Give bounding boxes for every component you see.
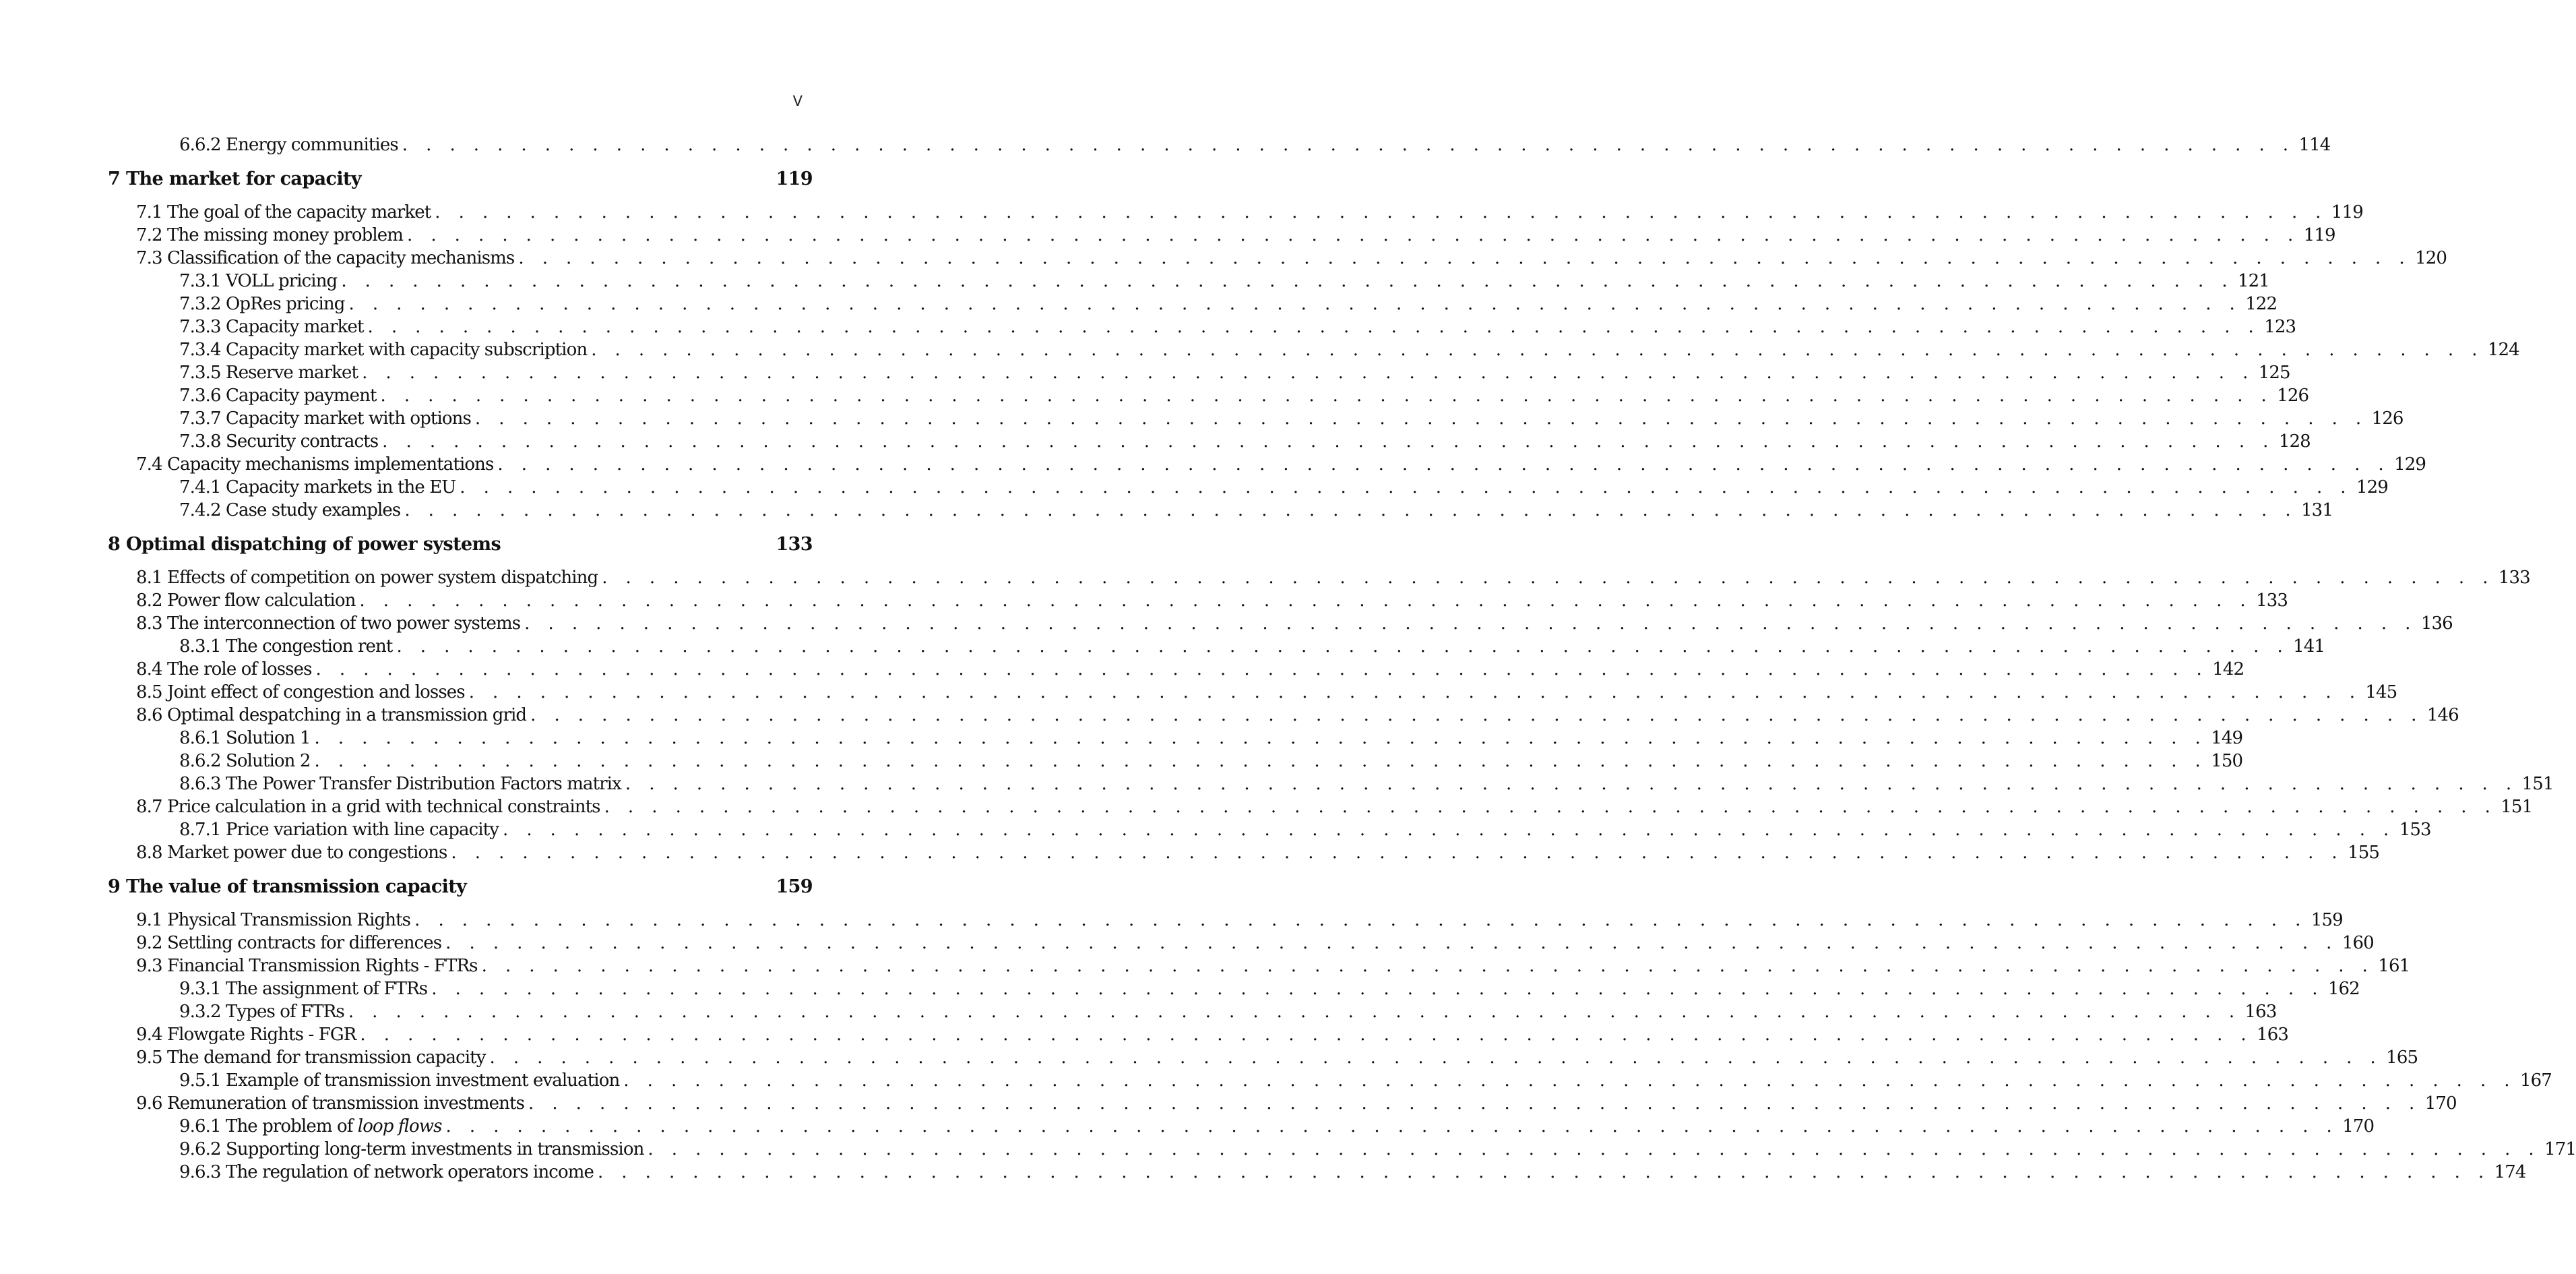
- dot-leader: . . . . . . . . . . . . . . . . . . . . . . . . . . . . . . . . . . . . . . . . . . . . . . . . . . . . . . . . . . . . . . . . . . . . . . . . . . . . . . . .: [382, 431, 2275, 452]
- toc-page-number: 151: [2521, 774, 2554, 794]
- dot-leader: . . . . . . . . . . . . . . . . . . . . . . . . . . . . . . . . . . . . . . . . . . . . . . . . . . . . . . . . . . . . . . . . . . . . . . . . . . . . . . . .: [348, 294, 2242, 314]
- dot-leader: . . . . . . . . . . . . . . . . . . . . . . . . . . . . . . . . . . . . . . . . . . . . . . . . . . . . . . . . . . . . . . . . . . . . . . . . . . . . . . . .: [623, 1070, 2516, 1091]
- toc-subsection-entry[interactable]: [108, 751, 2243, 774]
- toc-chapter-entry[interactable]: [108, 169, 813, 191]
- toc-subsection-entry[interactable]: [108, 636, 2325, 659]
- dot-leader: . . . . . . . . . . . . . . . . . . . . . . . . . . . . . . . . . . . . . . . . . . . . . . . . . . . . . . . . . . . . . . . . . . . . . . . . . . . . . . . .: [402, 135, 2295, 155]
- dot-leader: . . . . . . . . . . . . . . . . . . . . . . . . . . . . . . . . . . . . . . . . . . . . . . . . . . . . . . . . . . . . . . . . . . . . . . . . . . . . . . . .: [648, 1139, 2541, 1159]
- toc-entry-title: 8.8 Market power due to congestions: [136, 843, 447, 863]
- toc-page-number: 129: [2356, 477, 2388, 497]
- toc-page-number: 159: [776, 876, 813, 897]
- toc-page-number: 165: [2386, 1048, 2418, 1068]
- toc-section-entry[interactable]: [108, 1025, 2289, 1048]
- toc-page-number: 126: [2277, 386, 2309, 406]
- dot-leader: . . . . . . . . . . . . . . . . . . . . . . . . . . . . . . . . . . . . . . . . . . . . . . . . . . . . . . . . . . . . . . . . . . . . . . . . . . . . . . . .: [524, 613, 2417, 634]
- toc-subsection-entry[interactable]: [108, 1139, 2576, 1162]
- dot-leader: . . . . . . . . . . . . . . . . . . . . . . . . . . . . . . . . . . . . . . . . . . . . . . . . . . . . . . . . . . . . . . . . . . . . . . . . . . . . . . . .: [604, 797, 2497, 817]
- toc-section-entry[interactable]: [108, 202, 2363, 225]
- dot-leader: . . . . . . . . . . . . . . . . . . . . . . . . . . . . . . . . . . . . . . . . . . . . . . . . . . . . . . . . . . . . . . . . . . . . . . . . . . . . . . . .: [481, 956, 2375, 976]
- dot-leader: . . . . . . . . . . . . . . . . . . . . . . . . . . . . . . . . . . . . . . . . . . . . . . . . . . . . . . . . . . . . . . . . . . . . . . . . . . . . . . . .: [474, 408, 2368, 429]
- toc-subsection-entry[interactable]: [108, 294, 2277, 317]
- toc-subsection-entry[interactable]: [108, 1002, 2277, 1025]
- dot-leader: . . . . . . . . . . . . . . . . . . . . . . . . . . . . . . . . . . . . . . . . . . . . . . . . . . . . . . . . . . . . . . . . . . . . . . . . . . . . . . . .: [451, 843, 2344, 863]
- toc-entry-title: 9.2 Settling contracts for differences: [136, 933, 442, 953]
- toc-page-number: 126: [2371, 408, 2404, 429]
- toc-section-entry[interactable]: [108, 910, 2343, 933]
- toc-subsection-entry[interactable]: [108, 1070, 2552, 1093]
- dot-leader: . . . . . . . . . . . . . . . . . . . . . . . . . . . . . . . . . . . . . . . . . . . . . . . . . . . . . . . . . . . . . . . . . . . . . . . . . . . . . . . .: [341, 271, 2234, 291]
- dot-leader: . . . . . . . . . . . . . . . . . . . . . . . . . . . . . . . . . . . . . . . . . . . . . . . . . . . . . . . . . . . . . . . . . . . . . . . . . . . . . . . .: [597, 1162, 2490, 1182]
- dot-leader: . . . . . . . . . . . . . . . . . . . . . . . . . . . . . . . . . . . . . . . . . . . . . . . . . . . . . . . . . . . . . . . . . . . . . . . . . . . . . . . .: [359, 590, 2253, 611]
- dot-leader: . . . . . . . . . . . . . . . . . . . . . . . . . . . . . . . . . . . . . . . . . . . . . . . . . . . . . . . . . . . . . . . . . . . . . . . . . . . . . . . .: [591, 340, 2484, 360]
- toc-page-number: 119: [2331, 202, 2363, 222]
- toc-page-number: 150: [2211, 751, 2243, 771]
- toc-page-number: 121: [2238, 271, 2269, 291]
- toc-subsection-entry[interactable]: [108, 386, 2309, 408]
- toc-section-entry[interactable]: [108, 659, 2244, 682]
- toc-subsection-entry[interactable]: [108, 135, 2331, 158]
- toc-section-entry[interactable]: [108, 1093, 2457, 1116]
- toc-subsection-entry[interactable]: [108, 979, 2360, 1002]
- dot-leader: . . . . . . . . . . . . . . . . . . . . . . . . . . . . . . . . . . . . . . . . . . . . . . . . . . . . . . . . . . . . . . . . . . . . . . . . . . . . . . . .: [431, 979, 2324, 999]
- dot-leader: . . . . . . . . . . . . . . . . . . . . . . . . . . . . . . . . . . . . . . . . . . . . . . . . . . . . . . . . . . . . . . . . . . . . . . . . . . . . . . . .: [445, 1116, 2339, 1136]
- toc-subsection-entry[interactable]: [108, 1162, 2526, 1185]
- dot-leader: . . . . . . . . . . . . . . . . . . . . . . . . . . . . . . . . . . . . . . . . . . . . . . . . . . . . . . . . . . . . . . . . . . . . . . . . . . . . . . . .: [404, 500, 2298, 520]
- dot-leader: . . . . . . . . . . . . . . . . . . . . . . . . . . . . . . . . . . . . . . . . . . . . . . . . . . . . . . . . . . . . . . . . . . . . . . . . . . . . . . . .: [360, 1025, 2253, 1045]
- toc-entry-title: 9.6.2 Supporting long-term investments in transmission: [179, 1139, 644, 1159]
- toc-entry-title: 8.2 Power flow calculation: [136, 590, 356, 611]
- dot-leader: . . . . . . . . . . . . . . . . . . . . . . . . . . . . . . . . . . . . . . . . . . . . . . . . . . . . . . . . . . . . . . . . . . . . . . . . . . . . . . . .: [362, 363, 2255, 383]
- toc-page-number: 162: [2327, 979, 2360, 999]
- toc-entry-title: 9.6.1 The problem of loop flows: [179, 1116, 442, 1136]
- toc-subsection-entry[interactable]: [108, 728, 2243, 751]
- toc-subsection-entry[interactable]: [108, 500, 2333, 523]
- toc-page-number: 119: [2303, 225, 2335, 245]
- page-number: V: [792, 93, 803, 109]
- toc-entry-title: 9.5.1 Example of transmission investment evaluation: [179, 1070, 620, 1091]
- toc-chapter-title: 9 The value of transmission capacity: [108, 876, 467, 897]
- toc-entry-title: 7.4.1 Capacity markets in the EU: [179, 477, 456, 497]
- toc-subsection-entry[interactable]: [108, 271, 2269, 294]
- toc-page-number: 141: [2293, 636, 2325, 657]
- toc-entry-title: 7.3.3 Capacity market: [179, 317, 364, 337]
- toc-page-number: 163: [2244, 1002, 2277, 1022]
- toc-entry-title: 9.3.1 The assignment of FTRs: [179, 979, 428, 999]
- toc-entry-title: 7.3.7 Capacity market with options: [179, 408, 471, 429]
- toc-page-number: 174: [2494, 1162, 2526, 1182]
- dot-leader: . . . . . . . . . . . . . . . . . . . . . . . . . . . . . . . . . . . . . . . . . . . . . . . . . . . . . . . . . . . . . . . . . . . . . . . . . . . . . . . .: [518, 248, 2412, 268]
- toc-entry-title: 8.4 The role of losses: [136, 659, 312, 679]
- dot-leader: . . . . . . . . . . . . . . . . . . . . . . . . . . . . . . . . . . . . . . . . . . . . . . . . . . . . . . . . . . . . . . . . . . . . . . . . . . . . . . . .: [528, 1093, 2421, 1114]
- dot-leader: . . . . . . . . . . . . . . . . . . . . . . . . . . . . . . . . . . . . . . . . . . . . . . . . . . . . . . . . . . . . . . . . . . . . . . . . . . . . . . . .: [367, 317, 2261, 337]
- toc-entry-title: 9.6.3 The regulation of network operators income: [179, 1162, 594, 1182]
- dot-leader: . . . . . . . . . . . . . . . . . . . . . . . . . . . . . . . . . . . . . . . . . . . . . . . . . . . . . . . . . . . . . . . . . . . . . . . . . . . . . . . .: [489, 1048, 2383, 1068]
- dot-leader: . . . . . . . . . . . . . . . . . . . . . . . . . . . . . . . . . . . . . . . . . . . . . . . . . . . . . . . . . . . . . . . . . . . . . . . . . . . . . . . .: [445, 933, 2338, 953]
- toc-entry-title: 8.1 Effects of competition on power system dispatching: [136, 568, 598, 588]
- toc-page-number: 136: [2420, 613, 2453, 634]
- toc-page-number: 123: [2264, 317, 2296, 337]
- dot-leader: . . . . . . . . . . . . . . . . . . . . . . . . . . . . . . . . . . . . . . . . . . . . . . . . . . . . . . . . . . . . . . . . . . . . . . . . . . . . . . . .: [396, 636, 2290, 657]
- dot-leader: . . . . . . . . . . . . . . . . . . . . . . . . . . . . . . . . . . . . . . . . . . . . . . . . . . . . . . . . . . . . . . . . . . . . . . . . . . . . . . . .: [460, 477, 2352, 497]
- toc-subsection-entry[interactable]: [108, 1116, 2375, 1139]
- toc-entry-title: 7.3.6 Capacity payment: [179, 386, 377, 406]
- toc-entry-title: 8.3 The interconnection of two power systems: [136, 613, 521, 634]
- toc-subsection-entry[interactable]: [108, 363, 2290, 386]
- toc-section-entry[interactable]: [108, 454, 2426, 477]
- toc-entry-title: 8.6.1 Solution 1: [179, 728, 311, 748]
- toc-entry-title: 8.7 Price calculation in a grid with technical constraints: [136, 797, 600, 817]
- dot-leader: . . . . . . . . . . . . . . . . . . . . . . . . . . . . . . . . . . . . . . . . . . . . . . . . . . . . . . . . . . . . . . . . . . . . . . . . . . . . . . . .: [497, 454, 2391, 475]
- toc-page-number: 133: [776, 534, 813, 555]
- toc-page-number: 146: [2426, 705, 2459, 725]
- toc-entry-title: 9.1 Physical Transmission Rights: [136, 910, 411, 930]
- dot-leader: . . . . . . . . . . . . . . . . . . . . . . . . . . . . . . . . . . . . . . . . . . . . . . . . . . . . . . . . . . . . . . . . . . . . . . . . . . . . . . . .: [530, 705, 2423, 725]
- toc-section-entry[interactable]: [108, 933, 2374, 956]
- toc-section-entry[interactable]: [108, 797, 2533, 820]
- toc-section-entry[interactable]: [108, 590, 2288, 613]
- toc-entry-title: 9.3.2 Types of FTRs: [179, 1002, 344, 1022]
- toc-entry-title: 9.3 Financial Transmission Rights - FTRs: [136, 956, 478, 976]
- toc-subsection-entry[interactable]: [108, 477, 2388, 500]
- toc-entry-title: 8.6.3 The Power Transfer Distribution Factors matrix: [179, 774, 621, 794]
- toc-section-entry[interactable]: [108, 682, 2397, 705]
- toc-page-number: 155: [2348, 843, 2380, 863]
- dot-leader: . . . . . . . . . . . . . . . . . . . . . . . . . . . . . . . . . . . . . . . . . . . . . . . . . . . . . . . . . . . . . . . . . . . . . . . . . . . . . . . .: [435, 202, 2327, 222]
- toc-page-number: 129: [2394, 454, 2426, 475]
- toc-entry-title: 7.2 The missing money problem: [136, 225, 403, 245]
- toc-section-entry[interactable]: [108, 613, 2453, 636]
- toc-page-number: 131: [2301, 500, 2333, 520]
- toc-chapter-entry[interactable]: [108, 876, 813, 899]
- toc-chapter-title: 7 The market for capacity: [108, 169, 361, 189]
- dot-leader: . . . . . . . . . . . . . . . . . . . . . . . . . . . . . . . . . . . . . . . . . . . . . . . . . . . . . . . . . . . . . . . . . . . . . . . . . . . . . . . .: [602, 568, 2494, 588]
- toc-subsection-entry[interactable]: [108, 431, 2311, 454]
- toc-page-number: 122: [2245, 294, 2277, 314]
- toc-chapter-title: 8 Optimal dispatching of power systems: [108, 534, 501, 555]
- toc-entry-title: 8.6.2 Solution 2: [179, 751, 311, 771]
- toc-page-number: 170: [2424, 1093, 2457, 1114]
- toc-entry-title: 7.3.1 VOLL pricing: [179, 271, 338, 291]
- toc-section-entry[interactable]: [108, 843, 2380, 866]
- dot-leader: . . . . . . . . . . . . . . . . . . . . . . . . . . . . . . . . . . . . . . . . . . . . . . . . . . . . . . . . . . . . . . . . . . . . . . . . . . . . . . . .: [625, 774, 2518, 794]
- toc-page-number: 171: [2544, 1139, 2576, 1159]
- dot-leader: . . . . . . . . . . . . . . . . . . . . . . . . . . . . . . . . . . . . . . . . . . . . . . . . . . . . . . . . . . . . . . . . . . . . . . . . . . . . . . . .: [348, 1002, 2241, 1022]
- toc-entry-title: 8.3.1 The congestion rent: [179, 636, 393, 657]
- toc-section-entry[interactable]: [108, 956, 2410, 979]
- toc-page-number: 120: [2415, 248, 2447, 268]
- toc-page-number: 125: [2258, 363, 2290, 383]
- toc-page-number: 159: [2311, 910, 2343, 930]
- toc-page-number: 124: [2487, 340, 2519, 360]
- toc-entry-title: 8.6 Optimal despatching in a transmission grid: [136, 705, 527, 725]
- toc-page-number: 161: [2378, 956, 2410, 976]
- toc-chapter-entry[interactable]: [108, 534, 813, 557]
- dot-leader: . . . . . . . . . . . . . . . . . . . . . . . . . . . . . . . . . . . . . . . . . . . . . . . . . . . . . . . . . . . . . . . . . . . . . . . . . . . . . . . .: [468, 682, 2362, 702]
- toc-entry-title: 7.3 Classification of the capacity mechanisms: [136, 248, 515, 268]
- toc-page-number: 149: [2211, 728, 2243, 748]
- toc-subsection-entry[interactable]: [108, 820, 2431, 843]
- toc-entry-title: 9.5 The demand for transmission capacity: [136, 1048, 486, 1068]
- toc-entry-title: 9.6 Remuneration of transmission investments: [136, 1093, 525, 1114]
- toc-page-number: 142: [2212, 659, 2244, 679]
- toc-subsection-entry[interactable]: [108, 340, 2519, 363]
- toc-section-entry[interactable]: [108, 1048, 2418, 1070]
- toc-section-entry[interactable]: [108, 705, 2459, 728]
- toc-page-number: 133: [2256, 590, 2288, 611]
- dot-leader: . . . . . . . . . . . . . . . . . . . . . . . . . . . . . . . . . . . . . . . . . . . . . . . . . . . . . . . . . . . . . . . . . . . . . . . . . . . . . . . .: [314, 728, 2207, 748]
- toc-page-number: 163: [2257, 1025, 2289, 1045]
- toc-entry-title: 8.5 Joint effect of congestion and losses: [136, 682, 465, 702]
- dot-leader: . . . . . . . . . . . . . . . . . . . . . . . . . . . . . . . . . . . . . . . . . . . . . . . . . . . . . . . . . . . . . . . . . . . . . . . . . . . . . . . .: [503, 820, 2395, 840]
- dot-leader: . . . . . . . . . . . . . . . . . . . . . . . . . . . . . . . . . . . . . . . . . . . . . . . . . . . . . . . . . . . . . . . . . . . . . . . . . . . . . . . .: [407, 225, 2300, 245]
- toc-section-entry[interactable]: [108, 248, 2447, 271]
- toc-page-number: 167: [2519, 1070, 2552, 1091]
- toc-entry-title: 7.1 The goal of the capacity market: [136, 202, 431, 222]
- toc-subsection-entry[interactable]: [108, 774, 2554, 797]
- dot-leader: . . . . . . . . . . . . . . . . . . . . . . . . . . . . . . . . . . . . . . . . . . . . . . . . . . . . . . . . . . . . . . . . . . . . . . . . . . . . . . . .: [414, 910, 2307, 930]
- dot-leader: . . . . . . . . . . . . . . . . . . . . . . . . . . . . . . . . . . . . . . . . . . . . . . . . . . . . . . . . . . . . . . . . . . . . . . . . . . . . . . . .: [314, 751, 2207, 771]
- dot-leader: . . . . . . . . . . . . . . . . . . . . . . . . . . . . . . . . . . . . . . . . . . . . . . . . . . . . . . . . . . . . . . . . . . . . . . . . . . . . . . . .: [315, 659, 2209, 679]
- toc-entry-title: 7.3.8 Security contracts: [179, 431, 379, 452]
- toc-page-number: 170: [2342, 1116, 2375, 1136]
- toc-section-entry[interactable]: [108, 225, 2335, 248]
- toc-section-entry[interactable]: [108, 568, 2530, 590]
- toc-page-number: 128: [2278, 431, 2311, 452]
- toc-entry-title: 7.3.5 Reserve market: [179, 363, 358, 383]
- toc-page-number: 119: [776, 169, 813, 189]
- toc-entry-title: 9.4 Flowgate Rights - FGR: [136, 1025, 356, 1045]
- toc-entry-title: 7.4.2 Case study examples: [179, 500, 401, 520]
- toc-entry-title: 8.7.1 Price variation with line capacity: [179, 820, 499, 840]
- toc-subsection-entry[interactable]: [108, 408, 2404, 431]
- dot-leader: . . . . . . . . . . . . . . . . . . . . . . . . . . . . . . . . . . . . . . . . . . . . . . . . . . . . . . . . . . . . . . . . . . . . . . . . . . . . . . . .: [380, 386, 2273, 406]
- toc-page-number: 153: [2399, 820, 2431, 840]
- toc-page-number: 160: [2342, 933, 2374, 953]
- toc-page-number: 133: [2498, 568, 2530, 588]
- toc-page-number: 151: [2501, 797, 2533, 817]
- toc-entry-title: 7.3.4 Capacity market with capacity subscription: [179, 340, 588, 360]
- toc-subsection-entry[interactable]: [108, 317, 2296, 340]
- toc-entry-title: 7.3.2 OpRes pricing: [179, 294, 345, 314]
- toc-page-number: 145: [2365, 682, 2397, 702]
- table-of-contents: [108, 135, 2576, 1185]
- toc-page-number: 114: [2298, 135, 2331, 155]
- toc-entry-title: 6.6.2 Energy communities: [179, 135, 398, 155]
- toc-entry-title: 7.4 Capacity mechanisms implementations: [136, 454, 494, 475]
